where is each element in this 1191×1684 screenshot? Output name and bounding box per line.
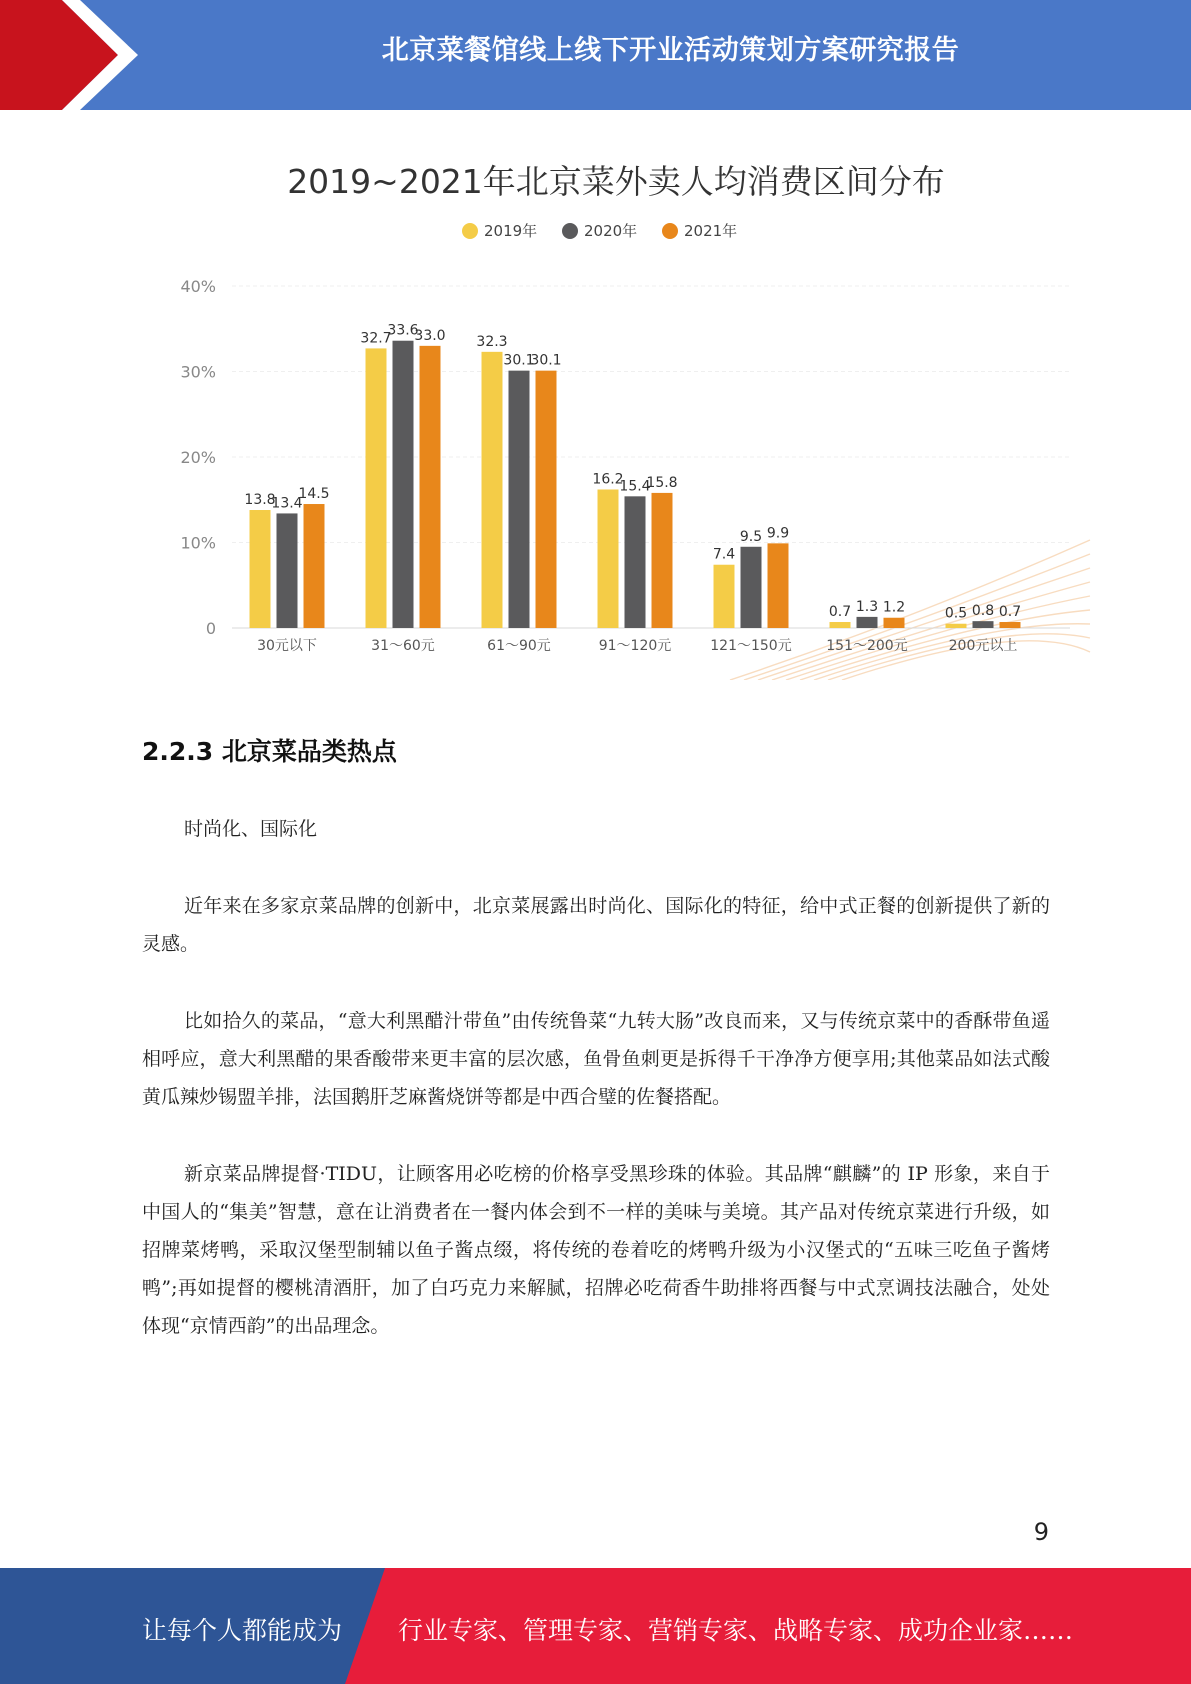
bar-value-label: 32.3 — [476, 333, 508, 350]
paragraph: 时尚化、国际化 — [184, 818, 318, 840]
paragraph: 比如拾久的菜品，“意大利黑醋汁带鱼”由传统鲁菜“九转大肠”改良而来，又与传统京菜中的香酥带鱼遥相呼应，意大利黑醋的果香酸带来更丰富的层次感，鱼骨鱼刺更是拆得千干净净方便享用;其他菜品如法式酸黄瓜辣炒锡盟羊排，法国鹅肝芝麻酱烧饼等都是中西合璧的佐餐搭配。 — [142, 1010, 1050, 1108]
bar-value-label: 30.1 — [530, 352, 562, 369]
bar-value-label: 16.2 — [592, 471, 624, 488]
decoration-line — [758, 568, 1090, 680]
paragraph: 近年来在多家京菜品牌的创新中，北京菜展露出时尚化、国际化的特征，给中式正餐的创新提供了新的灵感。 — [142, 895, 1050, 955]
bar-value-label: 7.4 — [712, 546, 736, 563]
bar — [768, 543, 789, 628]
bar — [277, 513, 298, 628]
bar — [366, 348, 387, 628]
bar-value-label: 33.0 — [414, 327, 446, 344]
chart-gridlines — [232, 286, 1070, 628]
page-number: 9 — [1033, 1518, 1049, 1546]
bar — [420, 346, 441, 628]
x-category-label: 121～150元 — [710, 638, 792, 654]
decoration-line — [772, 582, 1090, 680]
bar-value-label: 0.7 — [998, 604, 1022, 621]
bar-value-label: 9.5 — [739, 528, 763, 545]
footer-slogan-left: 让每个人都能成为 — [142, 1616, 343, 1645]
bar-value-label: 13.4 — [271, 495, 303, 512]
bar-value-label: 0.8 — [971, 603, 995, 620]
legend-label: 2020年 — [584, 222, 638, 240]
legend-label: 2021年 — [684, 222, 738, 240]
page-footer — [0, 1568, 1191, 1684]
bar-value-label: 32.7 — [360, 330, 392, 347]
bar — [884, 618, 905, 628]
y-tick-label: 10% — [180, 533, 216, 553]
header-title: 北京菜餐馆线上线下开业活动策划方案研究报告 — [381, 35, 960, 66]
paragraph: 新京菜品牌提督·TIDU，让顾客用必吃榜的价格享受黑珍珠的体验。其品牌“麒麟”的 IP 形象，来自于中国人的“集美”智慧，意在让消费者在一餐内体会到不一样的美味与美境。其产品对传统京菜进行升级，如招牌菜烤鸭，采取汉堡型制辅以鱼子酱点缀，将传统的卷着吃的烤鸭升级为小汉堡式的“五味三吃鱼子酱烤鸭”;再如提督的樱桃清酒肝，加了白巧克力来解腻，招牌必吃荷香牛助排将西餐与中式烹调技法融合，处处体现“京情西韵”的出品理念。 — [142, 1163, 1050, 1337]
bar-value-label: 0.7 — [828, 604, 852, 621]
bar — [250, 510, 271, 628]
footer-slogan-right: 行业专家、管理专家、营销专家、战略专家、成功企业家…… — [398, 1616, 1074, 1645]
x-axis — [257, 638, 1017, 654]
bar — [625, 496, 646, 628]
legend-marker — [562, 223, 578, 239]
bar — [830, 622, 851, 628]
chart-title: 2019~2021年北京菜外卖人均消费区间分布 — [287, 162, 945, 201]
x-category-label: 61～90元 — [487, 638, 551, 654]
header-arrow-decoration — [0, 0, 160, 110]
legend-label: 2019年 — [484, 222, 538, 240]
bar-value-label: 33.6 — [387, 322, 419, 339]
y-tick-label: 0 — [205, 619, 216, 638]
bar — [304, 504, 325, 628]
bar — [536, 371, 557, 628]
y-tick-label: 40% — [180, 277, 216, 296]
y-axis — [180, 277, 216, 638]
x-category-label: 30元以下 — [257, 638, 317, 654]
y-tick-label: 30% — [180, 362, 216, 382]
bar — [652, 493, 673, 628]
bar — [393, 341, 414, 628]
x-category-label: 200元以上 — [948, 638, 1018, 654]
bar-value-label: 0.5 — [944, 605, 968, 622]
legend-marker — [662, 223, 678, 239]
bar-value-label: 1.3 — [855, 598, 879, 615]
x-category-label: 151～200元 — [826, 638, 908, 654]
x-category-label: 91～120元 — [598, 638, 672, 654]
bar — [598, 489, 619, 628]
bar — [509, 371, 530, 628]
bar — [714, 565, 735, 628]
bar — [973, 621, 994, 628]
bar — [482, 352, 503, 628]
chart-bars — [244, 323, 1021, 628]
section-heading: 2.2.3 北京菜品类热点 — [142, 737, 397, 766]
bar-value-label: 30.1 — [503, 352, 535, 369]
bar — [741, 547, 762, 628]
y-tick-label: 20% — [180, 448, 216, 467]
bar-value-label: 14.5 — [298, 486, 330, 503]
bar-value-label: 1.2 — [882, 599, 906, 616]
bar — [946, 624, 967, 628]
bar-value-label: 15.4 — [619, 478, 651, 495]
bar-value-label: 15.8 — [646, 474, 678, 491]
bar-value-label: 9.9 — [766, 525, 790, 542]
bar — [857, 617, 878, 628]
x-category-label: 31～60元 — [371, 638, 435, 654]
bar-chart — [170, 150, 1100, 680]
legend-marker — [462, 223, 478, 239]
page-header — [0, 0, 1191, 110]
chart-legend — [462, 222, 737, 240]
bar — [1000, 622, 1021, 628]
bar-value-label: 13.8 — [244, 492, 276, 509]
chart-svg — [170, 150, 1100, 680]
